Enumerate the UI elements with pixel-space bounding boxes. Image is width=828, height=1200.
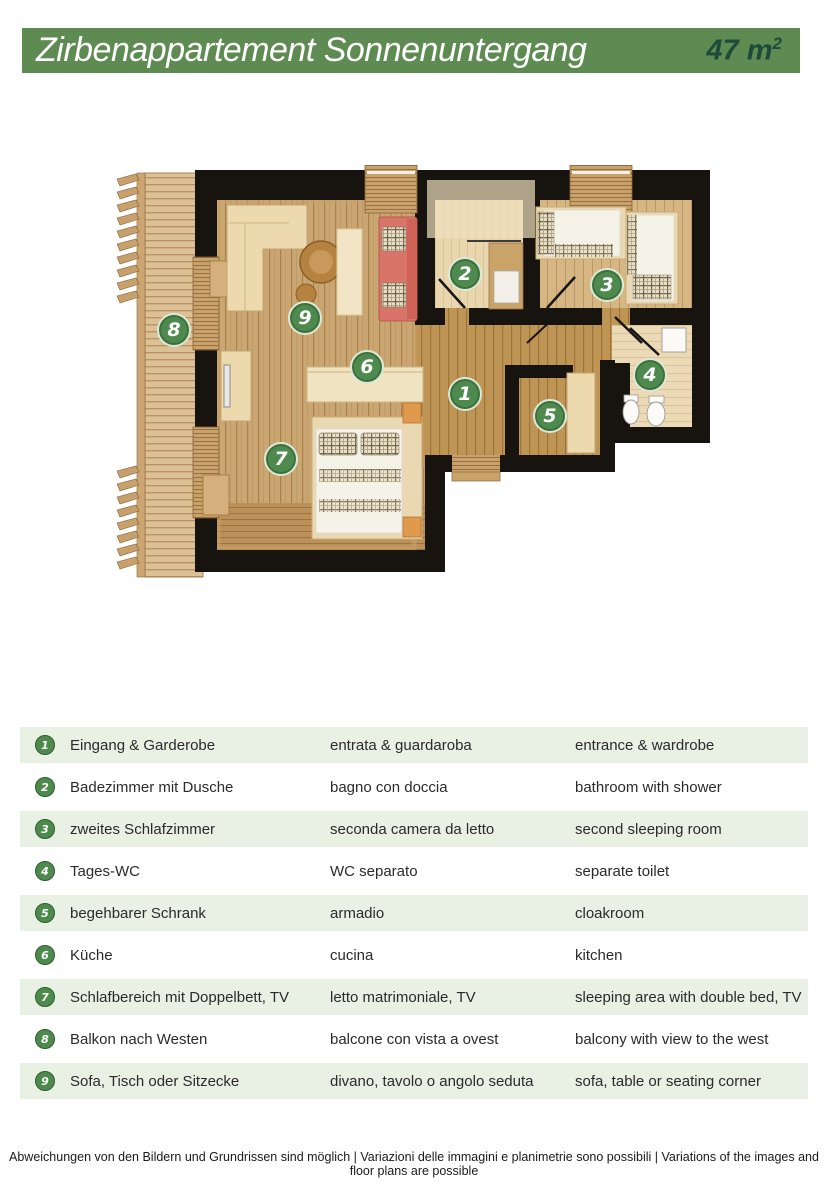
legend-table [20,727,808,1105]
legend-badge-box [20,735,70,755]
legend-row-2 [20,769,808,805]
legend-number-badge: 6 [35,945,55,965]
legend-col-it: armadio [330,904,385,922]
legend-col-de: Schlafbereich mit Doppelbett, TV [70,988,290,1006]
legend-col-de: Tages-WC [70,862,141,880]
area-label [706,34,800,68]
legend-row-5 [20,895,808,931]
legend-col-it: entrata & guardaroba [330,736,472,754]
disclaimer: Abweichungen von den Bildern und Grundrissen sind möglich | Variazioni delle immagini e planimetrie sono possibili | Variations of the images and floor plans are possible [9,1150,819,1178]
legend-col-it: bagno con doccia [330,778,448,796]
legend-col-it: divano, tavolo o angolo seduta [330,1072,534,1090]
legend-number-badge: 8 [35,1029,55,1049]
balcony [117,173,203,577]
legend-col-en: second sleeping room [575,820,722,838]
legend-badge-box [20,903,70,923]
legend-badge-box [20,945,70,965]
plan-marker-4: 4 [633,358,667,392]
legend-col-en: sofa, table or seating corner [575,1072,761,1090]
legend-row-6 [20,937,808,973]
legend-col-it: letto matrimoniale, TV [330,988,476,1006]
legend-col-de: Eingang & Garderobe [70,736,216,754]
legend-col-de: Sofa, Tisch oder Sitzecke [70,1072,240,1090]
legend-row-3 [20,811,808,847]
legend-number-badge: 4 [35,861,55,881]
legend-number-badge: 5 [35,903,55,923]
legend-badge-box [20,819,70,839]
legend-row-7 [20,979,808,1015]
plan-marker-1: 1 [448,377,482,411]
legend-col-de: Badezimmer mit Dusche [70,778,234,796]
plan-marker-7: 7 [264,442,298,476]
legend-number-badge: 2 [35,777,55,797]
legend-row-8 [20,1021,808,1057]
plan-marker-3: 3 [590,268,624,302]
plan-marker-5: 5 [533,399,567,433]
plan-marker-9: 9 [288,301,322,335]
legend-row-1 [20,727,808,763]
legend-badge-box [20,1029,70,1049]
legend-col-en: cloakroom [575,904,645,922]
legend-col-en: kitchen [575,946,623,964]
legend-col-en: sleeping area with double bed, TV [575,988,802,1006]
area-exponent: 2 [772,33,782,53]
legend-col-it: cucina [330,946,374,964]
plan-marker-8: 8 [157,313,191,347]
legend-badge-box [20,987,70,1007]
header-bar [22,28,800,73]
legend-number-badge: 3 [35,819,55,839]
legend-col-it: seconda camera da letto [330,820,495,838]
legend-badge-box [20,861,70,881]
legend-number-badge: 1 [35,735,55,755]
legend-col-it: WC separato [330,862,418,880]
plan-marker-6: 6 [350,350,384,384]
legend-col-en: bathroom with shower [575,778,722,796]
legend-number-badge: 9 [35,1071,55,1091]
legend-col-de: begehbarer Schrank [70,904,206,922]
floorplan [115,165,715,580]
legend-col-en: separate toilet [575,862,670,880]
legend-col-de: zweites Schlafzimmer [70,820,216,838]
legend-badge-box [20,1071,70,1091]
page-title: Zirbenappartement Sonnenuntergang [36,31,587,69]
legend-row-4 [20,853,808,889]
legend-col-en: balcony with view to the west [575,1030,769,1048]
plan-marker-2: 2 [448,257,482,291]
legend-col-de: Balkon nach Westen [70,1030,208,1048]
legend-col-it: balcone con vista a ovest [330,1030,499,1048]
legend-col-en: entrance & wardrobe [575,736,715,754]
legend-number-badge: 7 [35,987,55,1007]
floorplan-svg [115,165,715,580]
legend-row-9 [20,1063,808,1099]
area-value: 47 m [706,34,773,67]
legend-badge-box [20,777,70,797]
legend-col-de: Küche [70,946,113,964]
